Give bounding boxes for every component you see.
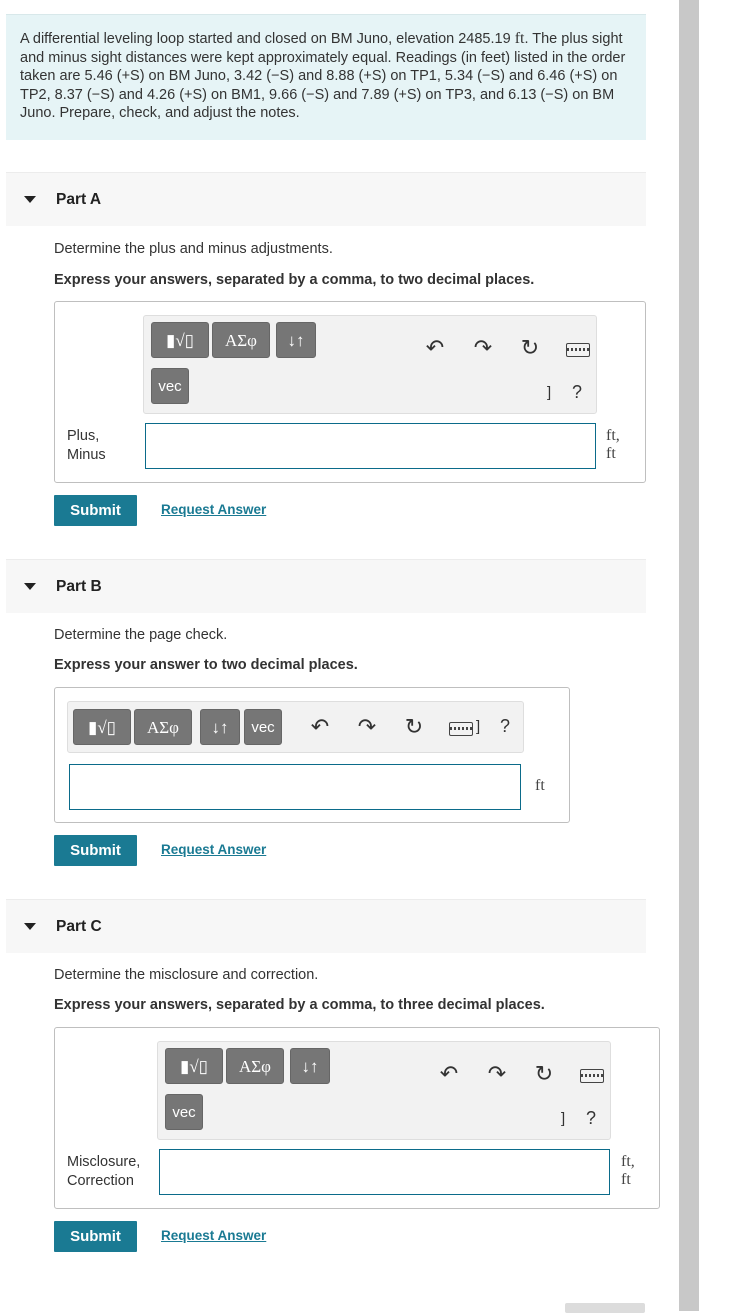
- help-icon[interactable]: ?: [572, 382, 583, 402]
- greek-symbols-button[interactable]: ΑΣφ: [212, 322, 270, 358]
- vec-button[interactable]: vec: [151, 368, 189, 404]
- help-icon[interactable]: ?: [586, 1108, 597, 1128]
- label-line: Correction: [67, 1173, 134, 1189]
- undo-icon[interactable]: ↶: [439, 1061, 459, 1086]
- part-a-units: [606, 427, 620, 463]
- reset-icon[interactable]: ↻: [534, 1061, 554, 1086]
- part-a-answer-box: [54, 301, 646, 483]
- label-line: Misclosure,: [67, 1154, 141, 1170]
- part-a-math-toolbar: [143, 315, 597, 414]
- part-c-request-answer-link[interactable]: Request Answer: [161, 1228, 267, 1243]
- unit-line: ft,: [606, 427, 620, 444]
- label-line: Minus: [67, 447, 106, 463]
- greek-symbols-button[interactable]: ΑΣφ: [226, 1048, 284, 1084]
- part-a-instruction: Express your answers, separated by a comma, to two decimal places.: [54, 272, 535, 288]
- part-b-answer-box: [54, 687, 570, 823]
- help-icon[interactable]: ?: [500, 716, 511, 736]
- problem-statement: [6, 14, 646, 140]
- keyboard-icon[interactable]: [566, 343, 590, 357]
- undo-icon[interactable]: ↶: [310, 714, 330, 739]
- unit-line: ft: [621, 1171, 631, 1188]
- part-b-unit: ft: [535, 777, 545, 794]
- unit-line: ft,: [621, 1153, 635, 1170]
- collapse-triangle-icon[interactable]: [24, 583, 36, 590]
- part-b-prompt: Determine the page check.: [54, 627, 228, 643]
- vec-button[interactable]: vec: [165, 1094, 203, 1130]
- reset-icon[interactable]: ↻: [520, 335, 540, 360]
- arrows-button[interactable]: ↓↑: [276, 322, 316, 358]
- unit-line: ft: [606, 445, 616, 462]
- arrows-button[interactable]: ↓↑: [290, 1048, 330, 1084]
- bottom-scroll-thumb[interactable]: [565, 1303, 645, 1313]
- part-a-title: Part A: [56, 191, 102, 208]
- vertical-scrollbar[interactable]: [679, 0, 699, 1311]
- part-b-header[interactable]: [6, 559, 646, 613]
- collapse-triangle-icon[interactable]: [24, 196, 36, 203]
- part-c-input-label: [67, 1153, 140, 1191]
- part-a-prompt: Determine the plus and minus adjustments.: [54, 241, 333, 257]
- part-c-answer-input[interactable]: [159, 1149, 610, 1195]
- part-a-input-label: [67, 427, 106, 465]
- part-a-request-answer-link[interactable]: Request Answer: [161, 502, 267, 517]
- redo-icon[interactable]: ↷: [357, 714, 377, 739]
- part-b-math-toolbar: [67, 701, 524, 753]
- vec-button[interactable]: vec: [244, 709, 282, 745]
- reset-icon[interactable]: ↻: [404, 714, 424, 739]
- bracket-icon: ]: [476, 718, 481, 735]
- part-c-answer-box: [54, 1027, 660, 1209]
- greek-symbols-button[interactable]: ΑΣφ: [134, 709, 192, 745]
- part-c-instruction: Express your answers, separated by a comma, to three decimal places.: [54, 997, 545, 1013]
- templates-button[interactable]: ▮√▯: [165, 1048, 223, 1084]
- part-c-header[interactable]: [6, 899, 646, 953]
- part-b-answer-input[interactable]: [69, 764, 521, 810]
- part-a-answer-input[interactable]: [145, 423, 596, 469]
- problem-unit: ft: [514, 30, 525, 47]
- problem-text-2: . The plus sight and minus sight distances were kept approximately equal. Readings (in feet) listed in the order taken are 5.46 (+S) on BM Juno, 3.42 (−S) and 8.88 (+S) on TP1, 5.34 (−S) and 6.46 (+S) on TP2, 8.37 (−S) and 4.26 (+S) on BM1, 9.66 (−S) and 7.89 (+S) on TP3, and 6.13 (−S) on BM Juno. Prepare, check, and adjust the notes.: [20, 31, 626, 121]
- bracket-icon: ]: [561, 1110, 566, 1127]
- templates-button[interactable]: ▮√▯: [151, 322, 209, 358]
- label-line: Plus,: [67, 428, 100, 444]
- part-c-math-toolbar: [157, 1041, 611, 1140]
- templates-button[interactable]: ▮√▯: [73, 709, 131, 745]
- part-b-submit-button[interactable]: Submit: [54, 835, 137, 866]
- problem-text-1: A differential leveling loop started and closed on BM Juno, elevation 2485.19: [20, 31, 515, 47]
- part-b-request-answer-link[interactable]: Request Answer: [161, 842, 267, 857]
- part-c-submit-button[interactable]: Submit: [54, 1221, 137, 1252]
- part-c-title: Part C: [56, 918, 102, 935]
- part-b-title: Part B: [56, 578, 102, 595]
- arrows-button[interactable]: ↓↑: [200, 709, 240, 745]
- redo-icon[interactable]: ↷: [487, 1061, 507, 1086]
- undo-icon[interactable]: ↶: [425, 335, 445, 360]
- bracket-icon: ]: [547, 384, 552, 401]
- part-a-submit-button[interactable]: Submit: [54, 495, 137, 526]
- keyboard-icon[interactable]: [580, 1069, 604, 1083]
- redo-icon[interactable]: ↷: [473, 335, 493, 360]
- part-c-units: [621, 1153, 635, 1189]
- part-b-instruction: Express your answer to two decimal places.: [54, 657, 358, 673]
- part-a-header[interactable]: [6, 172, 646, 226]
- collapse-triangle-icon[interactable]: [24, 923, 36, 930]
- keyboard-icon[interactable]: [449, 722, 473, 736]
- part-c-prompt: Determine the misclosure and correction.: [54, 967, 319, 983]
